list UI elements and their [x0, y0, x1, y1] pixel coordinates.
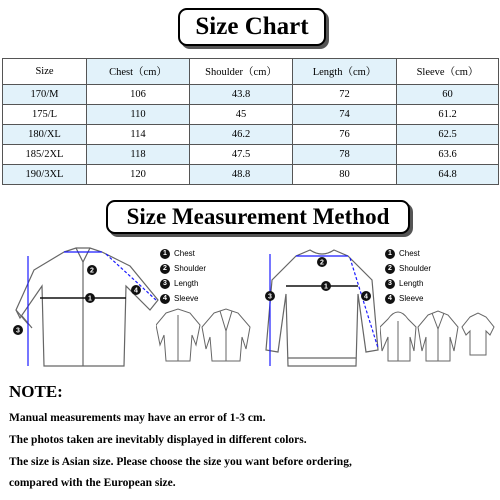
legend-label: Sleeve: [174, 294, 199, 303]
note-line: compared with the European size.: [9, 477, 176, 489]
size-chart-title: Size Chart: [178, 8, 326, 46]
table-cell: 45: [190, 105, 293, 125]
legend-item: [385, 276, 431, 291]
legend-item: [385, 261, 431, 276]
header-length: Length（cm）: [293, 59, 397, 85]
table-row: [3, 165, 499, 185]
hoodie-thumbnail-icon: [380, 305, 496, 365]
jacket-thumbnail-icon: [156, 305, 260, 365]
note-title: NOTE:: [9, 382, 63, 401]
legend-item: [160, 261, 206, 276]
legend-label: Sleeve: [399, 294, 424, 303]
legend-number: 3: [385, 279, 395, 289]
svg-text:2: 2: [90, 267, 94, 275]
svg-text:3: 3: [16, 327, 20, 335]
legend-number: 1: [160, 249, 170, 259]
table-row: [3, 85, 499, 105]
header-sleeve: Sleeve（cm）: [397, 59, 499, 85]
legend-item: [160, 276, 206, 291]
table-cell: 180/XL: [3, 125, 87, 145]
table-cell: 190/3XL: [3, 165, 87, 185]
table-cell: 114: [87, 125, 190, 145]
note-line: Manual measurements may have an error of 1-3 cm.: [9, 412, 266, 424]
legend-item: [160, 291, 206, 306]
legend-label: Shoulder: [399, 264, 432, 273]
table-cell: 63.6: [397, 145, 499, 165]
table-cell: 106: [87, 85, 190, 105]
legend-number: 1: [385, 249, 395, 259]
svg-text:2: 2: [320, 259, 324, 267]
legend-item: [385, 246, 431, 261]
table-cell: 47.5: [190, 145, 293, 165]
table-cell: 43.8: [190, 85, 293, 105]
table-row: [3, 105, 499, 125]
svg-text:1: 1: [88, 295, 92, 303]
header-shoulder: Shoulder（cm）: [190, 59, 293, 85]
size-table: [2, 58, 499, 185]
shirt-diagram-icon: [6, 240, 166, 375]
table-cell: 61.2: [397, 105, 499, 125]
svg-text:3: 3: [268, 293, 272, 301]
legend-label: Shoulder: [174, 264, 207, 273]
table-cell: 185/2XL: [3, 145, 87, 165]
table-cell: 72: [293, 85, 397, 105]
legend-left: [160, 246, 206, 306]
table-cell: 64.8: [397, 165, 499, 185]
table-cell: 175/L: [3, 105, 87, 125]
svg-text:1: 1: [324, 283, 328, 291]
legend-number: 4: [385, 294, 395, 304]
table-cell: 110: [87, 105, 190, 125]
table-cell: 78: [293, 145, 397, 165]
table-header-row: [3, 59, 499, 85]
legend-label: Length: [399, 279, 424, 288]
table-cell: 48.8: [190, 165, 293, 185]
table-cell: 118: [87, 145, 190, 165]
legend-label: Chest: [174, 249, 195, 258]
header-chest: Chest（cm）: [87, 59, 190, 85]
measurement-method-title: Size Measurement Method: [106, 200, 410, 234]
svg-text:4: 4: [364, 293, 368, 301]
legend-label: Chest: [399, 249, 420, 258]
legend-number: 4: [160, 294, 170, 304]
table-cell: 76: [293, 125, 397, 145]
sweater-diagram-icon: [262, 240, 382, 375]
table-cell: 170/M: [3, 85, 87, 105]
legend-item: [385, 291, 431, 306]
header-size: Size: [3, 59, 87, 85]
legend-item: [160, 246, 206, 261]
note-line: The size is Asian size. Please choose the size you want before ordering,: [9, 456, 352, 468]
svg-text:4: 4: [134, 287, 138, 295]
table-cell: 120: [87, 165, 190, 185]
table-cell: 60: [397, 85, 499, 105]
table-row: [3, 125, 499, 145]
table-cell: 46.2: [190, 125, 293, 145]
legend-right: [385, 246, 431, 306]
table-cell: 80: [293, 165, 397, 185]
note-line: The photos taken are inevitably displayed in different colors.: [9, 434, 307, 446]
legend-label: Length: [174, 279, 199, 288]
legend-number: 2: [160, 264, 170, 274]
table-cell: 62.5: [397, 125, 499, 145]
legend-number: 3: [160, 279, 170, 289]
table-row: [3, 145, 499, 165]
legend-number: 2: [385, 264, 395, 274]
table-cell: 74: [293, 105, 397, 125]
